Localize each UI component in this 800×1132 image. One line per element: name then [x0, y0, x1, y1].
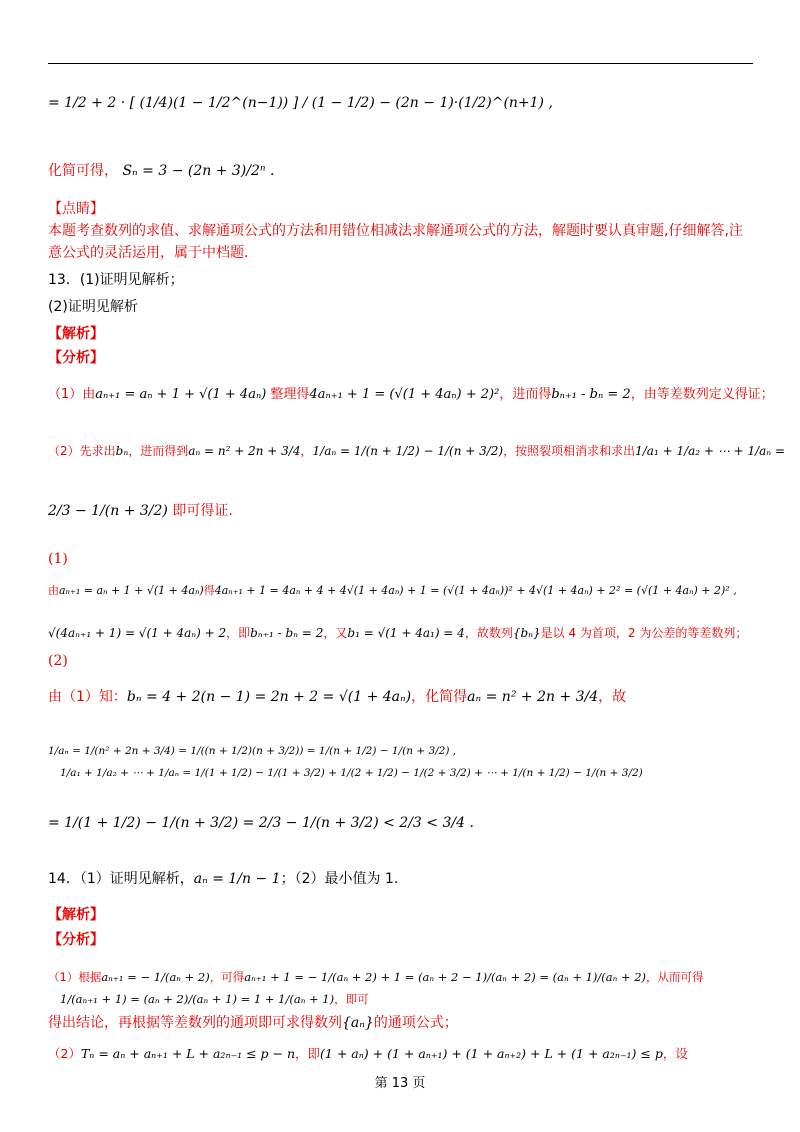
- heading-jiexi: 【解析】: [48, 326, 104, 342]
- heading-jiexi-2: 【解析】: [48, 907, 104, 923]
- q14-analysis-step-1b: 1/(aₙ₊₁ + 1) = (aₙ + 2)/(aₙ + 1) = 1 + 1/(aₙ + 1)，即可: [60, 992, 369, 1006]
- heading-fenxi: 【分析】: [48, 350, 104, 366]
- equation-sum-expansion: = 1/2 + 2 · [ (1/4)(1 − 1/2^(n−1)) ] / (1 − 1/2) − (2n − 1)·(1/2)^(n+1) ,: [48, 95, 553, 111]
- proof-part-2-line-1: 由（1）知：bₙ = 4 + 2(n − 1) = 2n + 2 = √(1 + 4aₙ)，化简得aₙ = n² + 2n + 3/4，故: [48, 689, 627, 705]
- q13-answer-1: 13．(1)证明见解析；: [48, 272, 184, 288]
- proof-part-1-line-2: √(4aₙ₊₁ + 1) = √(1 + 4aₙ) + 2，即bₙ₊₁ - bₙ = 2，又b₁ = √(1 + 4a₁) = 4，故数列{bₙ}是以 4 为首项，2 为公差的等差数列；: [48, 626, 748, 640]
- analysis-step-1: （1）由aₙ₊₁ = aₙ + 1 + √(1 + 4aₙ) 整理得4aₙ₊₁ + 1 = (√(1 + 4aₙ) + 2)²，进而得bₙ₊₁ - bₙ = 2，由等差数列定义得证；: [48, 387, 774, 402]
- simplify-line: 化简可得， Sₙ = 3 − (2n + 3)/2ⁿ .: [48, 163, 275, 179]
- proof-part-1-line-1: 由aₙ₊₁ = aₙ + 1 + √(1 + 4aₙ)得4aₙ₊₁ + 1 = 4aₙ + 4 + 4√(1 + 4aₙ) + 1 = (√(1 + 4aₙ))² + 4√(1 + 4aₙ) + 2² = (√(1 + 4aₙ) + 2)² ,: [48, 584, 737, 597]
- analysis-step-2-cont: 2/3 − 1/(n + 3/2) 即可得证.: [48, 503, 233, 519]
- header-rule: [48, 63, 753, 64]
- proof-part-2-line-2b: 1/a₁ + 1/a₂ + ⋯ + 1/aₙ = 1/(1 + 1/2) − 1/(1 + 3/2) + 1/(2 + 1/2) − 1/(2 + 3/2) + ⋯ + 1/(n + 1/2) − 1/(n + 3/2): [60, 767, 643, 779]
- proof-part-2-line-3: = 1/(1 + 1/2) − 1/(n + 3/2) = 2/3 − 1/(n + 3/2) < 2/3 < 3/4 .: [48, 815, 474, 831]
- q14-analysis-step-1-cont: 得出结论，再根据等差数列的通项即可求得数列{aₙ}的通项公式；: [48, 1015, 458, 1031]
- heading-fenxi-2: 【分析】: [48, 932, 104, 948]
- proof-part-2-line-2: 1/aₙ = 1/(n² + 2n + 3/4) = 1/((n + 1/2)(n + 3/2)) = 1/(n + 1/2) − 1/(n + 3/2) ,: [48, 745, 457, 757]
- q14-analysis-step-2: （2）Tₙ = aₙ + aₙ₊₁ + L + a₂ₙ₋₁ ≤ p − n，即(1 + aₙ) + (1 + aₙ₊₁) + (1 + aₙ₊₂) + L + (1 + a₂ₙ₋₁) ≤ p，设: [48, 1046, 688, 1061]
- remark-paragraph: 本题考查数列的求值、求解通项公式的方法和用错位相减法求解通项公式的方法，解题时要认真审题,仔细解答,注意公式的灵活运用，属于中档题.: [48, 223, 743, 261]
- part-2-label: (2): [48, 653, 68, 669]
- q13-answer-2: (2)证明见解析: [48, 299, 138, 315]
- analysis-step-2: （2）先求出bₙ，进而得到aₙ = n² + 2n + 3/4，1/aₙ = 1/(n + 1/2) − 1/(n + 3/2)，按照裂项相消求和求出1/a₁ + 1/a₂ + ⋯ + 1/aₙ =: [48, 444, 786, 458]
- q14-answer: 14．（1）证明见解析，aₙ = 1/n − 1；（2）最小值为 1.: [48, 871, 399, 887]
- page-number: 第 13 页: [374, 1076, 426, 1091]
- q14-analysis-step-1: （1）根据aₙ₊₁ = − 1/(aₙ + 2)，可得aₙ₊₁ + 1 = − 1/(aₙ + 2) + 1 = (aₙ + 2 − 1)/(aₙ + 2) = (aₙ + 1)/(aₙ + 2)，从而可得: [48, 970, 704, 984]
- part-1-label: (1): [48, 551, 68, 567]
- heading-dianjing: 【点睛】: [48, 201, 104, 217]
